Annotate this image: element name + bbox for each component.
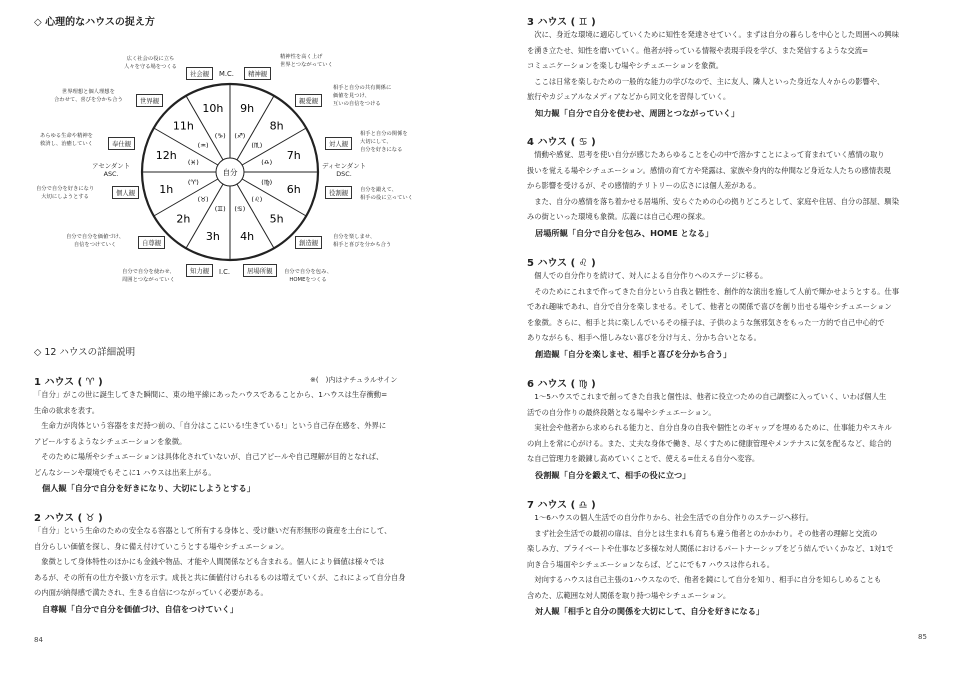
house5-paragraph: ありながらも、相手へ惜しみない喜びを分け与え、分かち合いとなる。	[527, 333, 761, 342]
label-house11: 世界観	[136, 94, 163, 107]
label-house2: 自尊観	[138, 236, 165, 249]
house7-summary: 対人観「相手と自分の関係を大切にして、自分を好きになる」	[535, 606, 765, 616]
house2-paragraph: 象徴として身体特性のほかにも金銭や物品、才能や人間関係なども含まれる。個人により価値は様々では	[34, 557, 385, 566]
house2-summary: 自尊観「自分で自分を価値づけ、自信をつけていく」	[42, 603, 239, 614]
section-title-house-perception: ◇ 心理的なハウスの捉え方	[34, 17, 155, 28]
natural-sign: (♌)	[251, 195, 263, 204]
house6-paragraph: の向上を常に心がける。また、丈夫な身体で働き、尽くすために健康管理やメンテナスに気を配るなど、総合的	[527, 438, 892, 448]
natural-sign: (♍)	[261, 178, 273, 187]
house-number: 6h	[286, 183, 301, 197]
note-house4: 自分で自分を包み、 HOMEをつくる	[284, 269, 332, 283]
label-house10: 社会観	[186, 67, 213, 80]
house2-paragraph: 自分らしい価値を探し、身に備え付けていこうとする場やシチュエーション。	[34, 541, 289, 551]
house1-paragraph: 生命力が肉体という容器をまだ持つ前の、「自分はここにいる!生きている!」という自己存在感を、外界に	[34, 421, 387, 430]
house-number: 9h	[240, 102, 255, 116]
house-number: 1h	[159, 183, 174, 197]
wheel-group	[142, 84, 318, 260]
house5-body	[527, 268, 899, 362]
house6-paragraph: な自己管理力を鍛錬し高めていくことで、使える=仕える自分へ変容。	[527, 454, 760, 463]
house1-paragraph: 生命の欲求を表す。	[34, 405, 100, 415]
house5-title: 5 ハウス ( ♌ )	[527, 258, 596, 269]
house4-paragraph: から影響を受けるが、その感情的テリトリーの広さには個人差がある。	[527, 181, 761, 190]
label-house4: 居場所観	[243, 264, 277, 277]
house4-paragraph: 扱いを覚える場やシチュエーション。感情の育て方や発露は、家族や身内的な仲間など身近な人たちの感情表現	[527, 165, 891, 175]
natural-sign: (♉)	[197, 195, 209, 204]
house2-paragraph: の内面が納得感で満たされ、生きる自信につながっていく必要がある。	[34, 588, 268, 597]
label-house1: 個人観	[112, 186, 139, 199]
house7-body	[527, 510, 893, 620]
house6-paragraph: 実社会や他者から求められる能力と、自分自身の自我や個性とのギャップを埋めるために、仕事能力やスキル	[527, 423, 892, 432]
house7-title: 7 ハウス ( ♎ )	[527, 500, 596, 511]
house1-paragraph: そのために場所やシチュエーションは具体化されていないが、自己アピールや自己理解が目的となれば、	[34, 452, 384, 461]
house4-body	[527, 147, 899, 241]
house1-paragraph: どんなシーンや環境でもそこに1 ハウスは出来上がる。	[34, 467, 216, 477]
house2-paragraph: あるが、その所有の仕方や扱い方を示す。成長と共に価値付けられるものは増えていくが、これによって自分自身	[34, 572, 406, 582]
house2-title: 2 ハウス ( ♉ )	[34, 513, 103, 524]
house5-paragraph: を象徴。さらに、相手と共に楽しんでいるその様子は、子供のような無邪気さをもった一方的で自己中心的で	[527, 317, 885, 327]
house6-title: 6 ハウス ( ♍ )	[527, 379, 596, 390]
natural-sign: (♎)	[261, 158, 273, 167]
house4-paragraph: 情動や感覚、思考を使い自分が感じたあらゆることを心の中で溶かすことによって育まれていく感情の取り	[527, 150, 885, 159]
note-house10: 広く社会の役に立ち 人々を守る場をつくる	[124, 56, 177, 70]
house1-body	[34, 387, 387, 497]
house5-summary: 創造観「自分を楽しませ、相手と喜びを分かち合う」	[535, 348, 732, 359]
natural-sign: (♒)	[197, 141, 209, 150]
house3-paragraph: コミュニケーションを楽しむ場やシチュエーションを象徴。	[527, 61, 724, 70]
page-number-right: 85	[918, 633, 927, 641]
note-house5: 自分を楽しませ、 相手と喜びを分かち合う	[333, 234, 392, 248]
note-house6: 自分を鍛えて、 相手の役に立っていく	[360, 187, 413, 201]
note-house8: 相手と自分の共有関係に 価値を見つけ、 互いの自信をつける	[333, 85, 392, 107]
house2-paragraph: 「自分」という生命のための安全なる容器として所有する身体と、受け継いだ有形無形の資産を土台にして、	[34, 526, 392, 535]
note-house7: 相手と自分の関係を 大切にして、 自分を好きになる	[360, 131, 408, 153]
house3-paragraph: ここは日常を楽しむための一般的な能力の学びなので、主に友人、隣人といった身近な人々からの影響や、	[527, 76, 885, 86]
label-house8: 親愛観	[295, 94, 322, 107]
house4-summary: 居場所観「自分で自分を包み、HOME となる」	[535, 227, 714, 238]
house7-paragraph: 1〜6ハウスの個人生活での自分作りから、社会生活での自分作りのステージへ移行。	[527, 513, 814, 522]
label-house7: 対人観	[325, 137, 352, 150]
natural-sign: (♏)	[251, 141, 263, 150]
note-house1: 自分で自分を好きになり 大切にしようとする	[36, 186, 95, 200]
label-house3: 知力観	[186, 264, 213, 277]
house7-paragraph: 楽しみ方、プライベートや仕事など多様な対人関係におけるパートナーシップをどう結んでいくかなど、1対1で	[527, 544, 894, 553]
house7-paragraph: 含めた、広範囲な対人関係を取り持つ場やシチュエーション。	[527, 590, 731, 600]
house6-paragraph: 活での自分作りの最終段階となる場やシチュエーション。	[527, 407, 716, 417]
angle-dsc: ディセンダント DSC.	[322, 162, 367, 178]
house3-summary: 知力観「自分で自分を使わせ、周囲とつながっていく」	[535, 107, 740, 118]
label-house5: 創造観	[295, 236, 322, 249]
angle-mc: M.C.	[219, 70, 234, 78]
house3-body	[527, 27, 899, 121]
note-house2: 自分で自分を価値づけ、 自信をつけていく	[66, 234, 125, 248]
house1-paragraph: 「自分」がこの世に誕生してきた瞬間に、東の地平線にあったハウスであることから、1ハウスは生存衝動=	[34, 390, 388, 399]
right-page	[478, 0, 956, 673]
house-number: 10h	[202, 102, 224, 116]
house2-body	[34, 523, 406, 617]
house1-summary: 個人観「自分で自分を好きになり、大切にしようとする」	[42, 483, 255, 493]
house4-title: 4 ハウス ( ♋ )	[527, 137, 596, 148]
label-house9: 精神観	[244, 67, 271, 80]
natural-sign: (♐)	[234, 131, 246, 140]
house6-paragraph: 1〜5ハウスでこれまで創ってきた自我と個性は、他者に役立つための自己調整に入っていく、いわば個人生	[527, 392, 887, 401]
house6-summary: 役割観「自分を鍛えて、相手の役に立つ」	[535, 469, 691, 480]
natural-sign: (♓)	[187, 158, 199, 167]
note-house9: 精神性を高く上げ 世界とつながっていく	[280, 54, 333, 68]
label-house6: 役割観	[325, 186, 352, 199]
center-label: 自分	[222, 168, 238, 177]
angle-asc: アセンダント ASC.	[92, 162, 131, 178]
house6-body	[527, 389, 892, 483]
house-number: 11h	[172, 119, 194, 133]
house4-paragraph: みの街といった環境も象徴。広義には自己心理の探求。	[527, 212, 710, 221]
natural-sign-note: ※( )内はナチュラルサイン	[310, 376, 398, 384]
house-wheel-chart	[0, 30, 478, 330]
house7-paragraph: 向き合う場面やシチュエーションならば、どこにでも7 ハウスは作られる。	[527, 559, 775, 569]
natural-sign: (♑)	[214, 131, 226, 140]
house5-paragraph: であれ趣味であれ、自分で自分を楽しませる。そして、他者との関係で喜びを創り出せる場やシチュエーション	[527, 302, 892, 311]
natural-sign: (♋)	[234, 205, 246, 214]
house-number: 8h	[269, 119, 284, 133]
house1-paragraph: アピールするようなシチュエーションを象徴。	[34, 436, 187, 446]
house5-paragraph: 個人での自分作りを続けて、対人による自分作りへのステージに移る。	[527, 271, 768, 280]
house5-paragraph: そのためにこれまで作ってきた自分という自我と個性を、創作的な演出を施して人前で輝かせようとする。仕事	[527, 286, 900, 296]
house-number: 3h	[205, 229, 220, 243]
section-title-12-houses: ◇ 12 ハウスの詳細説明	[34, 347, 136, 358]
angle-ic: I.C.	[219, 268, 231, 276]
house3-paragraph: 次に、身近な環境に適応していくために知性を発達させていく。まずは自分の暮らしを中心とした周囲への興味	[527, 30, 899, 39]
house7-paragraph: 対向するハウスは自己主張の1ハウスなので、他者を鏡にして自分を知り、相手に自分を知らしめることも	[527, 575, 882, 584]
house3-paragraph: を湧き立たせ、知性を磨いていく。他者が持っている情報や表現手段を学び、また発信するような交流=	[527, 45, 869, 55]
natural-sign: (♈)	[187, 178, 199, 187]
house-number: 5h	[269, 212, 284, 226]
house-number: 4h	[240, 229, 255, 243]
note-house11: 世界理想と個人理想を 合わせて、喜びを分かち合う	[54, 89, 123, 103]
house-number: 7h	[286, 148, 301, 162]
page-number-left: 84	[34, 636, 43, 644]
house4-paragraph: また、自分の感情を落ち着かせる居場所、安らぐための心の拠りどころとして、家庭や住居、自分の部屋、馴染	[527, 196, 899, 206]
house3-paragraph: 旅行やカジュアルなメディアなどから同文化を習得していく。	[527, 92, 731, 101]
house-number: 2h	[176, 212, 191, 226]
house-number: 12h	[155, 148, 177, 162]
house3-title: 3 ハウス ( ♊ )	[527, 17, 596, 28]
house1-title: 1 ハウス ( ♈ )	[34, 377, 103, 388]
note-house3: 自分で自分を使わせ、 周囲とつながっていく	[122, 269, 175, 283]
house7-paragraph: まず社会生活での最初の扉は、自分とは生まれも育ちも違う他者とのかかわり。その他者の理解と交流の	[527, 528, 878, 538]
label-house12: 奉仕観	[108, 137, 135, 150]
note-house12: あらゆる生命や精神を 救済し、治癒していく	[40, 133, 93, 147]
natural-sign: (♊)	[214, 205, 226, 214]
